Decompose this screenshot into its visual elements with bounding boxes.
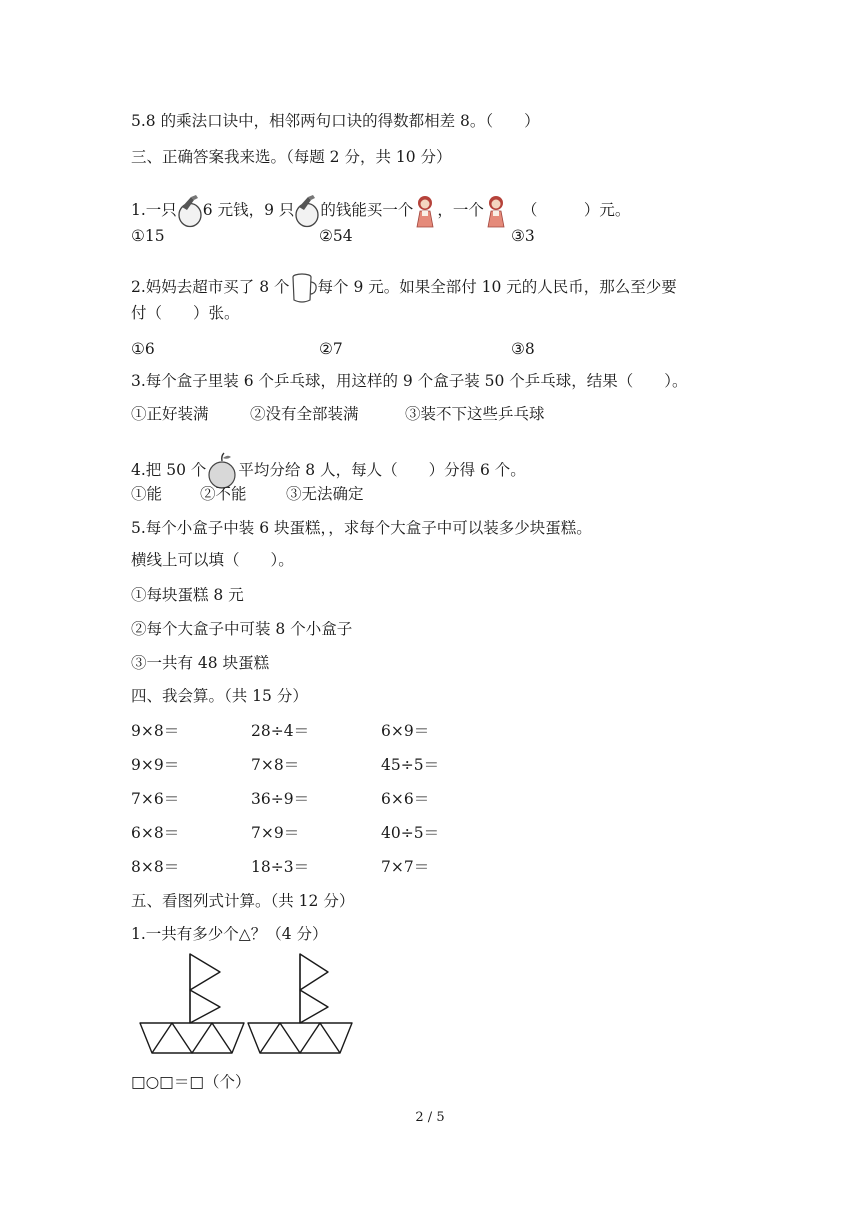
calc-problem: 45÷5＝ [381, 756, 440, 774]
flag-triangle [190, 954, 220, 990]
calc-problem: 6×8＝ [131, 824, 180, 842]
flag-triangle [190, 990, 220, 1023]
question-text: 横线上可以填（ ）。 [131, 551, 294, 569]
option-a: ①能 [131, 485, 163, 503]
question-text: 6 元钱，9 只 [202, 201, 295, 219]
hull-triangles [260, 1023, 340, 1053]
calc-problem: 18÷3＝ [251, 858, 310, 876]
ping-pong-paddle-icon [294, 194, 320, 228]
cup-icon [290, 271, 318, 305]
flag-triangle [300, 954, 328, 990]
option-b: ②54 [319, 227, 353, 245]
question-5: 5.每个小盒子中装 6 块蛋糕，，求每个大盒子中可以装多少块蛋糕。 [131, 519, 592, 537]
calc-problem: 40÷5＝ [381, 824, 440, 842]
calc-problem: 9×9＝ [131, 756, 180, 774]
question-3: 3.每个盒子里装 6 个乒乓球，用这样的 9 个盒子装 50 个乒乓球，结果（ ）。 [131, 372, 688, 390]
hull-triangles [152, 1023, 232, 1053]
calc-problem: 6×9＝ [381, 722, 430, 740]
question-text: 的钱能买一个 [320, 201, 414, 219]
calc-problem: 7×7＝ [381, 858, 430, 876]
question-text: 平均分给 8 人，每人（ ）分得 6 个。 [238, 461, 526, 479]
option-c: ③一共有 48 块蛋糕 [131, 654, 270, 672]
question-1 [131, 193, 630, 229]
option-c: ③3 [511, 227, 535, 245]
option-a: ①15 [131, 227, 165, 245]
calc-problem: 7×6＝ [131, 790, 180, 808]
question-text: 1.一共有多少个△？（4 分） [131, 925, 328, 943]
calc-problem: 28÷4＝ [251, 722, 310, 740]
ping-pong-paddle-icon [177, 194, 203, 228]
option-c: ③无法确定 [286, 485, 364, 503]
question-text: 付（ ）张。 [131, 304, 240, 322]
option-a: ①每块蛋糕 8 元 [131, 586, 244, 604]
option-b: ②没有全部装满 [250, 405, 359, 423]
section-title: 三、正确答案我来选。（每题 2 分，共 10 分） [131, 148, 452, 166]
question-2 [131, 271, 677, 305]
calc-problem: 7×9＝ [251, 824, 300, 842]
option-a: ①6 [131, 340, 155, 358]
option-b: ②7 [319, 340, 343, 358]
option-b: ②不能 [200, 485, 247, 503]
section-title: 五、看图列式计算。（共 12 分） [131, 892, 355, 910]
question-text: 1.一只 [131, 201, 177, 219]
boats-figure [138, 952, 354, 1056]
question-text: 4.把 50 个 [131, 461, 207, 479]
calc-problem: 7×8＝ [251, 756, 300, 774]
doll-icon [484, 193, 508, 229]
option-c: ③8 [511, 340, 535, 358]
flag-triangle [300, 990, 328, 1023]
option-b: ②每个大盒子中可装 8 个小盒子 [131, 620, 353, 638]
calc-problem: 36÷9＝ [251, 790, 310, 808]
answer-template: □○□＝□（个） [131, 1073, 251, 1091]
question-text: 2.妈妈去超市买了 8 个 [131, 278, 290, 296]
question-text: 每个 9 元。如果全部付 10 元的人民币，那么至少要 [317, 278, 677, 296]
section-title: 四、我会算。（共 15 分） [131, 687, 308, 705]
doll-icon [413, 193, 437, 229]
page-number: 2 / 5 [415, 1110, 445, 1125]
question-text: （ ）元。 [521, 201, 631, 219]
calc-problem: 6×6＝ [381, 790, 430, 808]
calc-problem: 8×8＝ [131, 858, 180, 876]
calc-problem: 9×8＝ [131, 722, 180, 740]
option-a: ①正好装满 [131, 405, 209, 423]
question-text: 5.8 的乘法口诀中，相邻两句口诀的得数都相差 8。（ ） [131, 112, 540, 130]
question-text: ，一个 [437, 201, 484, 219]
option-c: ③装不下这些乒乓球 [405, 405, 545, 423]
